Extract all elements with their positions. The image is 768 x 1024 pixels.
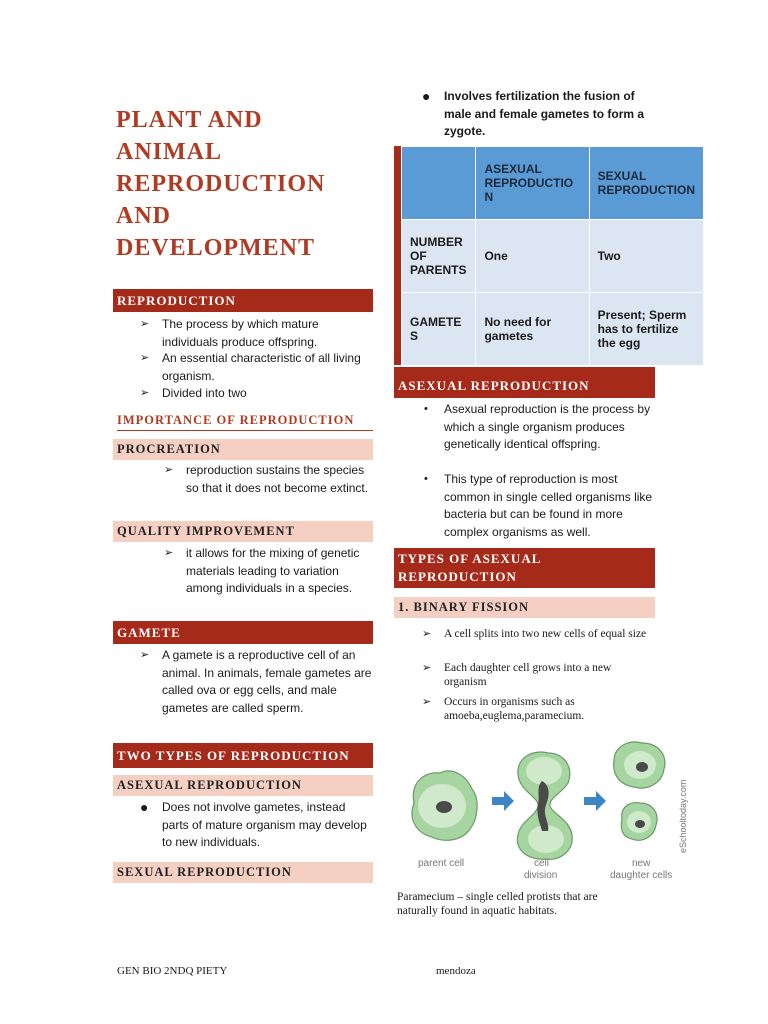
asexual-reproduction-header: ASEXUAL REPRODUCTION (394, 367, 655, 398)
dot-bullet-icon: ● (140, 799, 149, 815)
parent-cell-image (412, 771, 477, 840)
list-item: ➢ A cell splits into two new cells of equal size (422, 627, 647, 640)
daughter-cells-image (614, 742, 665, 840)
title-line: ANIMAL (116, 139, 222, 165)
table-cell (402, 147, 476, 220)
title-line: REPRODUCTION (116, 171, 326, 197)
arrow-bullet-icon: ➢ (140, 352, 150, 364)
arrow-bullet-icon: ➢ (422, 661, 432, 674)
asexual-reproduction-subheader: ASEXUAL REPRODUCTION (113, 775, 373, 796)
arrow-bullet-icon: ➢ (140, 318, 150, 330)
table-row (402, 293, 704, 366)
two-types-header: TWO TYPES OF REPRODUCTION (113, 743, 373, 768)
procreation-header: PROCREATION (113, 439, 373, 460)
list-item: ➢ Divided into two (162, 385, 372, 403)
list-item: ➢ The process by which mature individuals produce offspring. (140, 317, 319, 349)
list-item: ➢ A gamete is a reproductive cell of an animal. In animals, female gametes are called ova or egg cells, and male gametes are called sperm. (140, 648, 372, 715)
title-line: DEVELOPMENT (116, 235, 316, 261)
arrow-icon (492, 791, 514, 811)
arrow-bullet-icon: ➢ (422, 627, 432, 640)
reproduction-header: REPRODUCTION (113, 289, 373, 312)
dot-bullet-icon: ● (422, 88, 431, 104)
list-item: ➢ An essential characteristic of all living organism. (140, 351, 361, 383)
binary-fission-figure (400, 735, 700, 885)
dot-bullet-icon: • (424, 473, 428, 485)
table-header-row (402, 147, 704, 220)
figure-caption: Paramecium – single celled protists that are naturally found in aquatic habitats. (397, 891, 598, 917)
footer-left: GEN BIO 2NDQ PIETY (117, 965, 228, 977)
list-item: • Asexual reproduction is the process by which a single organism produces genetically identical offspring. (424, 402, 651, 451)
list-item: ➢ Occurs in organisms such as amoeba,euglema,paramecium. (422, 695, 585, 722)
table-cell: ASEXUAL REPRODUCTIO N (476, 147, 589, 220)
table-cell: SEXUAL REPRODUCTION (589, 147, 703, 220)
gamete-header: GAMETE (113, 621, 373, 644)
table-cell: No need for gametes (476, 293, 589, 366)
figure-label: cell division (524, 858, 558, 881)
figure-label: parent cell (418, 858, 465, 869)
list-item: ● Involves fertilization the fusion of male and female gametes to form a zygote. (422, 88, 645, 138)
importance-heading: IMPORTANCE OF REPRODUCTION (117, 413, 373, 431)
quality-improvement-header: QUALITY IMPROVEMENT (113, 521, 373, 542)
arrow-bullet-icon: ➢ (140, 387, 150, 399)
figure-watermark: eSchooltoday.com (678, 779, 688, 853)
table-cell: Present; Sperm has to fertilize the egg (589, 293, 703, 366)
table-accent-bar (394, 146, 401, 365)
table-cell: GAMETE S (402, 293, 476, 366)
list-item: ➢ reproduction sustains the species so that it does not become extinct. (164, 463, 369, 495)
table-row (402, 220, 704, 293)
table-cell: NUMBER OF PARENTS (402, 220, 476, 293)
figure-label: new daughter cells (610, 858, 673, 881)
binary-fission-header: 1. BINARY FISSION (394, 597, 655, 618)
dividing-cell-image (517, 752, 572, 859)
arrow-icon (584, 791, 606, 811)
arrow-bullet-icon: ➢ (164, 464, 174, 476)
arrow-bullet-icon: ➢ (422, 695, 432, 708)
list-item: ● Does not involve gametes, instead parts of mature organism may develop to new individuals. (140, 799, 367, 849)
title-line: PLANT AND (116, 107, 263, 133)
list-item: ➢ it allows for the mixing of genetic materials leading to variation among individuals in a species. (164, 546, 360, 595)
list-item: • This type of reproduction is most common in single celled organisms like bacteria but can be found in more complex organisms as well. (424, 472, 653, 539)
title-line: AND (116, 203, 171, 229)
comparison-table (401, 146, 704, 366)
types-of-asexual-header: TYPES OF ASEXUAL REPRODUCTION (394, 548, 655, 588)
dot-bullet-icon: • (424, 403, 428, 415)
arrow-bullet-icon: ➢ (140, 649, 150, 661)
list-item: ➢ Each daughter cell grows into a new organism (422, 661, 612, 688)
arrow-bullet-icon: ➢ (164, 547, 174, 559)
table-cell: Two (589, 220, 703, 293)
footer-right: mendoza (436, 965, 476, 977)
page-title (116, 104, 376, 264)
table-cell: One (476, 220, 589, 293)
sexual-reproduction-subheader: SEXUAL REPRODUCTION (113, 862, 373, 883)
